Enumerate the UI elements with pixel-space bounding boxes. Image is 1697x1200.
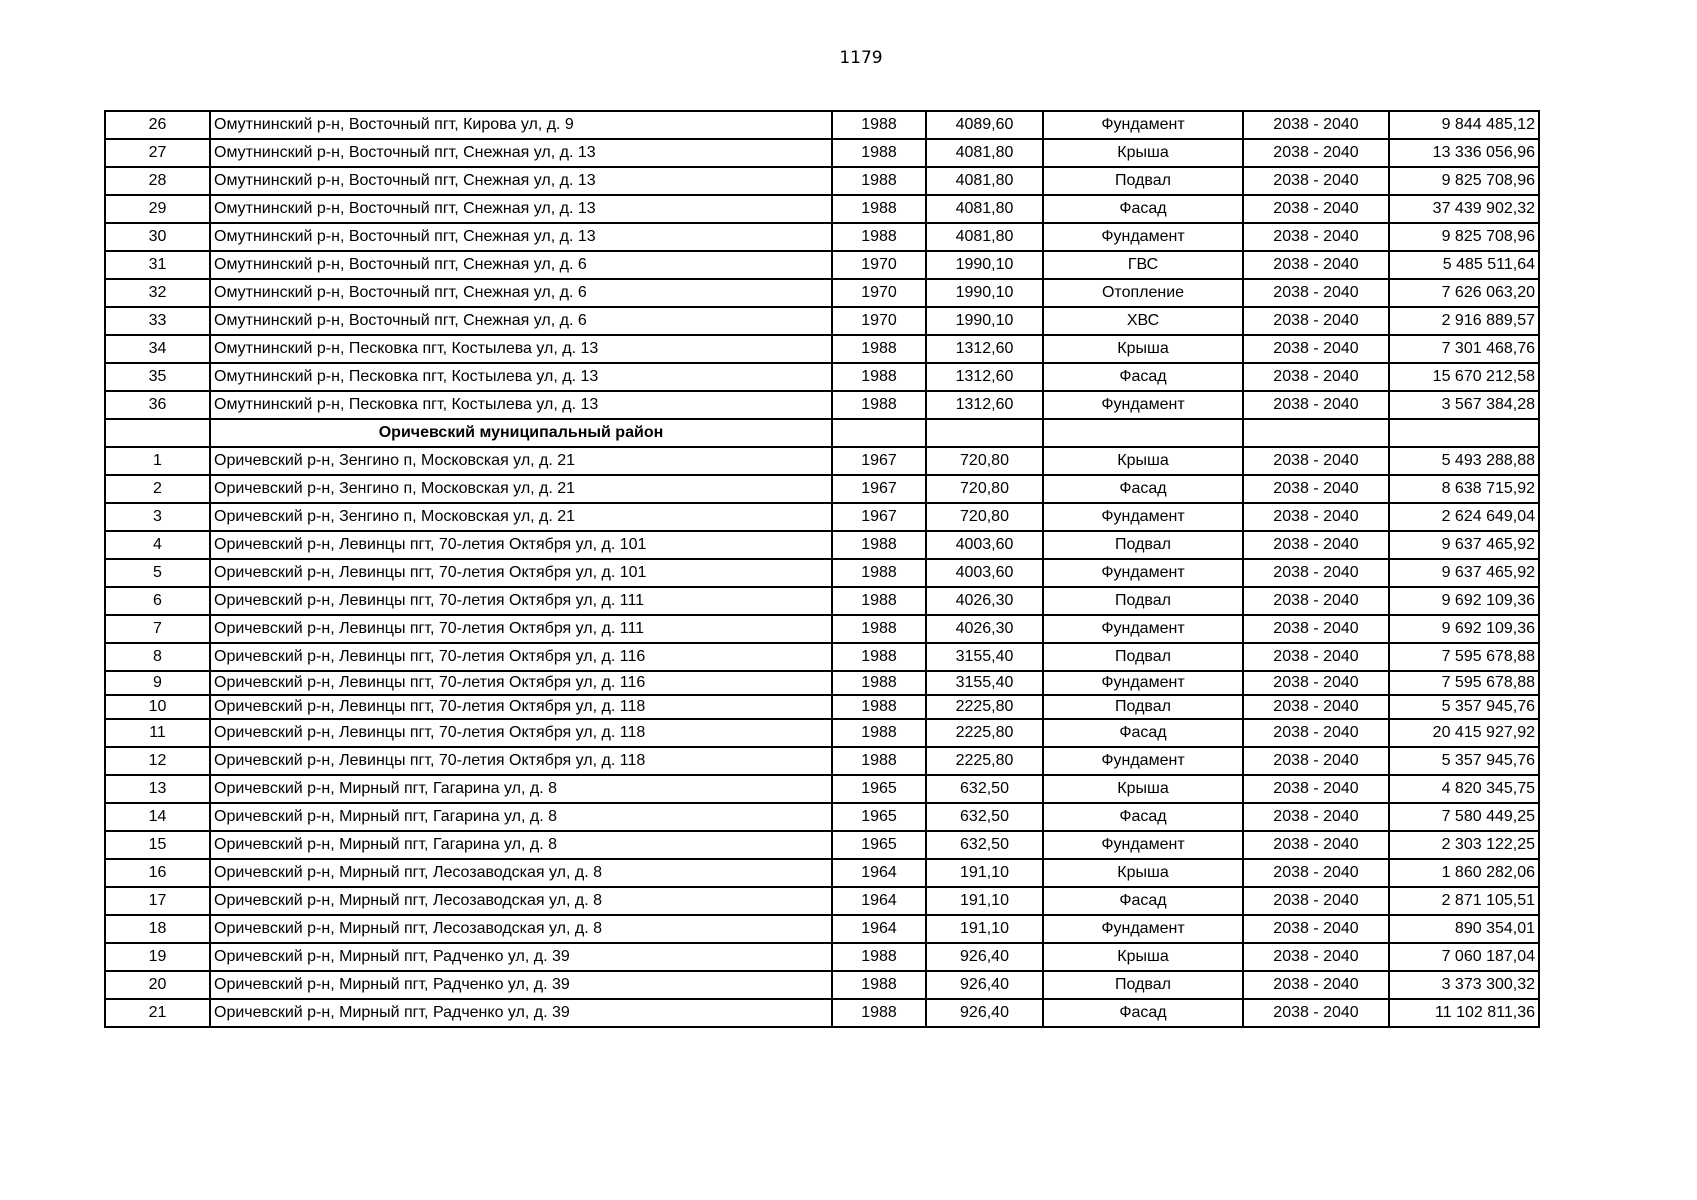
area-cell: 1312,60: [926, 391, 1043, 419]
table-row: [105, 391, 1539, 419]
year-built-cell: 1967: [832, 447, 926, 475]
table-row: [105, 363, 1539, 391]
period-cell: 2038 - 2040: [1243, 391, 1389, 419]
work-type-cell: Фундамент: [1043, 111, 1243, 139]
address-cell: Оричевский р-н, Мирный пгт, Лесозаводская ул, д. 8: [210, 915, 832, 943]
table-row: [105, 559, 1539, 587]
row-number-cell: 33: [105, 307, 210, 335]
year-built-cell: 1970: [832, 307, 926, 335]
row-number-cell: 28: [105, 167, 210, 195]
work-type-cell: Подвал: [1043, 167, 1243, 195]
address-cell: Оричевский р-н, Левинцы пгт, 70-летия Октября ул, д. 111: [210, 615, 832, 643]
work-type-cell: Фундамент: [1043, 747, 1243, 775]
row-number-cell: 30: [105, 223, 210, 251]
period-cell: 2038 - 2040: [1243, 475, 1389, 503]
address-cell: Омутнинский р-н, Восточный пгт, Снежная ул, д. 6: [210, 251, 832, 279]
row-number-cell: 7: [105, 615, 210, 643]
area-cell: 720,80: [926, 447, 1043, 475]
address-cell: Оричевский р-н, Левинцы пгт, 70-летия Октября ул, д. 118: [210, 747, 832, 775]
work-type-cell: Фундамент: [1043, 831, 1243, 859]
address-cell: Омутнинский р-н, Восточный пгт, Снежная ул, д. 13: [210, 139, 832, 167]
address-cell: Омутнинский р-н, Восточный пгт, Снежная ул, д. 13: [210, 223, 832, 251]
period-cell: 2038 - 2040: [1243, 531, 1389, 559]
cost-cell: 9 637 465,92: [1389, 531, 1539, 559]
row-number-cell: 21: [105, 999, 210, 1027]
cost-cell: 15 670 212,58: [1389, 363, 1539, 391]
period-cell: 2038 - 2040: [1243, 671, 1389, 695]
area-cell: 4081,80: [926, 167, 1043, 195]
cost-cell: 3 567 384,28: [1389, 391, 1539, 419]
table-row: [105, 831, 1539, 859]
address-cell: Оричевский р-н, Мирный пгт, Радченко ул, д. 39: [210, 999, 832, 1027]
table-row: [105, 335, 1539, 363]
period-cell: 2038 - 2040: [1243, 559, 1389, 587]
work-type-cell: Фасад: [1043, 999, 1243, 1027]
work-type-cell: ХВС: [1043, 307, 1243, 335]
year-built-cell: 1988: [832, 363, 926, 391]
address-cell: Оричевский р-н, Левинцы пгт, 70-летия Октября ул, д. 116: [210, 671, 832, 695]
period-cell: 2038 - 2040: [1243, 719, 1389, 747]
row-number-cell: 34: [105, 335, 210, 363]
table-row: [105, 615, 1539, 643]
area-cell: 4081,80: [926, 223, 1043, 251]
work-type-cell: Фундамент: [1043, 559, 1243, 587]
work-type-cell: Крыша: [1043, 335, 1243, 363]
address-cell: Оричевский р-н, Мирный пгт, Радченко ул, д. 39: [210, 943, 832, 971]
address-cell: Оричевский р-н, Зенгино п, Московская ул, д. 21: [210, 447, 832, 475]
period-cell: 2038 - 2040: [1243, 859, 1389, 887]
row-number-cell: 31: [105, 251, 210, 279]
area-cell: 632,50: [926, 803, 1043, 831]
year-built-cell: 1988: [832, 391, 926, 419]
section-num-cell: [105, 419, 210, 447]
year-built-cell: 1988: [832, 559, 926, 587]
table-row: [105, 167, 1539, 195]
year-built-cell: 1967: [832, 503, 926, 531]
cost-cell: 7 595 678,88: [1389, 671, 1539, 695]
cost-cell: 7 595 678,88: [1389, 643, 1539, 671]
address-cell: Омутнинский р-н, Восточный пгт, Снежная ул, д. 13: [210, 167, 832, 195]
period-cell: 2038 - 2040: [1243, 503, 1389, 531]
row-number-cell: 12: [105, 747, 210, 775]
table-row: [105, 531, 1539, 559]
cost-cell: 9 825 708,96: [1389, 223, 1539, 251]
area-cell: 1990,10: [926, 307, 1043, 335]
year-built-cell: 1988: [832, 111, 926, 139]
table-row: [105, 719, 1539, 747]
year-built-cell: 1988: [832, 999, 926, 1027]
cost-cell: 9 844 485,12: [1389, 111, 1539, 139]
area-cell: 1990,10: [926, 279, 1043, 307]
year-built-cell: 1988: [832, 587, 926, 615]
address-cell: Омутнинский р-н, Восточный пгт, Кирова ул, д. 9: [210, 111, 832, 139]
work-type-cell: Фундамент: [1043, 503, 1243, 531]
table-row: [105, 643, 1539, 671]
period-cell: 2038 - 2040: [1243, 223, 1389, 251]
cost-cell: 7 626 063,20: [1389, 279, 1539, 307]
year-built-cell: 1970: [832, 251, 926, 279]
row-number-cell: 5: [105, 559, 210, 587]
year-built-cell: 1988: [832, 195, 926, 223]
cost-cell: 13 336 056,96: [1389, 139, 1539, 167]
table-row: [105, 695, 1539, 719]
row-number-cell: 20: [105, 971, 210, 999]
cost-cell: 3 373 300,32: [1389, 971, 1539, 999]
work-type-cell: Подвал: [1043, 587, 1243, 615]
area-cell: 2225,80: [926, 695, 1043, 719]
cost-cell: 1 860 282,06: [1389, 859, 1539, 887]
table-row: [105, 887, 1539, 915]
table-row: [105, 475, 1539, 503]
year-built-cell: 1988: [832, 747, 926, 775]
period-cell: 2038 - 2040: [1243, 747, 1389, 775]
cost-cell: 4 820 345,75: [1389, 775, 1539, 803]
row-number-cell: 14: [105, 803, 210, 831]
cost-cell: 7 060 187,04: [1389, 943, 1539, 971]
work-type-cell: Подвал: [1043, 531, 1243, 559]
table-row: [105, 307, 1539, 335]
year-built-cell: 1965: [832, 775, 926, 803]
address-cell: Оричевский р-н, Зенгино п, Московская ул, д. 21: [210, 503, 832, 531]
row-number-cell: 8: [105, 643, 210, 671]
address-cell: Оричевский р-н, Мирный пгт, Гагарина ул, д. 8: [210, 831, 832, 859]
area-cell: 632,50: [926, 831, 1043, 859]
work-type-cell: Фасад: [1043, 363, 1243, 391]
page-number: 1179: [839, 48, 883, 68]
address-cell: Оричевский р-н, Левинцы пгт, 70-летия Октября ул, д. 101: [210, 531, 832, 559]
year-built-cell: 1988: [832, 943, 926, 971]
section-row: [105, 419, 1539, 447]
period-cell: 2038 - 2040: [1243, 139, 1389, 167]
period-cell: 2038 - 2040: [1243, 111, 1389, 139]
cost-cell: 5 493 288,88: [1389, 447, 1539, 475]
period-cell: 2038 - 2040: [1243, 775, 1389, 803]
area-cell: 1990,10: [926, 251, 1043, 279]
work-type-cell: Фундамент: [1043, 615, 1243, 643]
cost-cell: 8 638 715,92: [1389, 475, 1539, 503]
year-built-cell: 1988: [832, 139, 926, 167]
period-cell: 2038 - 2040: [1243, 803, 1389, 831]
work-type-cell: Фасад: [1043, 803, 1243, 831]
period-cell: 2038 - 2040: [1243, 587, 1389, 615]
table-row: [105, 251, 1539, 279]
work-type-cell: Крыша: [1043, 139, 1243, 167]
period-cell: 2038 - 2040: [1243, 971, 1389, 999]
row-number-cell: 3: [105, 503, 210, 531]
year-built-cell: 1988: [832, 223, 926, 251]
area-cell: 4089,60: [926, 111, 1043, 139]
cost-cell: 890 354,01: [1389, 915, 1539, 943]
table-row: [105, 775, 1539, 803]
period-cell: 2038 - 2040: [1243, 195, 1389, 223]
cost-cell: 2 624 649,04: [1389, 503, 1539, 531]
cost-cell: 2 916 889,57: [1389, 307, 1539, 335]
section-empty-cell: [832, 419, 926, 447]
area-cell: 191,10: [926, 887, 1043, 915]
period-cell: 2038 - 2040: [1243, 615, 1389, 643]
address-cell: Оричевский р-н, Левинцы пгт, 70-летия Октября ул, д. 118: [210, 719, 832, 747]
row-number-cell: 29: [105, 195, 210, 223]
cost-cell: 37 439 902,32: [1389, 195, 1539, 223]
cost-cell: 2 303 122,25: [1389, 831, 1539, 859]
area-cell: 4081,80: [926, 195, 1043, 223]
work-type-cell: Фундамент: [1043, 223, 1243, 251]
period-cell: 2038 - 2040: [1243, 279, 1389, 307]
cost-cell: 20 415 927,92: [1389, 719, 1539, 747]
year-built-cell: 1988: [832, 335, 926, 363]
table-row: [105, 999, 1539, 1027]
cost-cell: 5 485 511,64: [1389, 251, 1539, 279]
address-cell: Оричевский р-н, Мирный пгт, Гагарина ул, д. 8: [210, 775, 832, 803]
address-cell: Омутнинский р-н, Восточный пгт, Снежная ул, д. 6: [210, 307, 832, 335]
table-row: [105, 587, 1539, 615]
row-number-cell: 17: [105, 887, 210, 915]
address-cell: Омутнинский р-н, Песковка пгт, Костылева ул, д. 13: [210, 391, 832, 419]
address-cell: Оричевский р-н, Левинцы пгт, 70-летия Октября ул, д. 116: [210, 643, 832, 671]
work-type-cell: Фундамент: [1043, 391, 1243, 419]
year-built-cell: 1988: [832, 971, 926, 999]
table-row: [105, 139, 1539, 167]
year-built-cell: 1988: [832, 643, 926, 671]
address-cell: Оричевский р-н, Зенгино п, Московская ул, д. 21: [210, 475, 832, 503]
year-built-cell: 1988: [832, 671, 926, 695]
table-row: [105, 943, 1539, 971]
year-built-cell: 1970: [832, 279, 926, 307]
area-cell: 926,40: [926, 999, 1043, 1027]
cost-cell: 7 580 449,25: [1389, 803, 1539, 831]
table-row: [105, 747, 1539, 775]
year-built-cell: 1988: [832, 695, 926, 719]
year-built-cell: 1988: [832, 531, 926, 559]
row-number-cell: 26: [105, 111, 210, 139]
row-number-cell: 2: [105, 475, 210, 503]
row-number-cell: 27: [105, 139, 210, 167]
area-cell: 2225,80: [926, 719, 1043, 747]
row-number-cell: 19: [105, 943, 210, 971]
area-cell: 4003,60: [926, 531, 1043, 559]
table-row: [105, 971, 1539, 999]
year-built-cell: 1964: [832, 887, 926, 915]
cost-cell: 9 825 708,96: [1389, 167, 1539, 195]
row-number-cell: 18: [105, 915, 210, 943]
area-cell: 3155,40: [926, 671, 1043, 695]
table-row: [105, 859, 1539, 887]
section-empty-cell: [1389, 419, 1539, 447]
work-type-cell: ГВС: [1043, 251, 1243, 279]
row-number-cell: 15: [105, 831, 210, 859]
address-cell: Омутнинский р-н, Песковка пгт, Костылева ул, д. 13: [210, 335, 832, 363]
work-type-cell: Крыша: [1043, 859, 1243, 887]
period-cell: 2038 - 2040: [1243, 447, 1389, 475]
area-cell: 632,50: [926, 775, 1043, 803]
period-cell: 2038 - 2040: [1243, 167, 1389, 195]
area-cell: 191,10: [926, 859, 1043, 887]
table-row: [105, 671, 1539, 695]
table-row: [105, 223, 1539, 251]
table-row: [105, 503, 1539, 531]
year-built-cell: 1988: [832, 615, 926, 643]
period-cell: 2038 - 2040: [1243, 887, 1389, 915]
year-built-cell: 1967: [832, 475, 926, 503]
year-built-cell: 1988: [832, 167, 926, 195]
address-cell: Омутнинский р-н, Песковка пгт, Костылева ул, д. 13: [210, 363, 832, 391]
work-type-cell: Фасад: [1043, 719, 1243, 747]
table-row: [105, 915, 1539, 943]
row-number-cell: 35: [105, 363, 210, 391]
address-cell: Оричевский р-н, Мирный пгт, Радченко ул, д. 39: [210, 971, 832, 999]
work-type-cell: Фасад: [1043, 887, 1243, 915]
row-number-cell: 36: [105, 391, 210, 419]
row-number-cell: 1: [105, 447, 210, 475]
area-cell: 2225,80: [926, 747, 1043, 775]
row-number-cell: 32: [105, 279, 210, 307]
address-cell: Оричевский р-н, Левинцы пгт, 70-летия Октября ул, д. 118: [210, 695, 832, 719]
cost-cell: 9 637 465,92: [1389, 559, 1539, 587]
row-number-cell: 13: [105, 775, 210, 803]
area-cell: 4026,30: [926, 615, 1043, 643]
table-row: [105, 111, 1539, 139]
cost-cell: 5 357 945,76: [1389, 695, 1539, 719]
address-cell: Оричевский р-н, Мирный пгт, Лесозаводская ул, д. 8: [210, 887, 832, 915]
year-built-cell: 1965: [832, 803, 926, 831]
period-cell: 2038 - 2040: [1243, 999, 1389, 1027]
cost-cell: 11 102 811,36: [1389, 999, 1539, 1027]
area-cell: 4003,60: [926, 559, 1043, 587]
section-empty-cell: [1243, 419, 1389, 447]
year-built-cell: 1988: [832, 719, 926, 747]
cost-cell: 9 692 109,36: [1389, 587, 1539, 615]
period-cell: 2038 - 2040: [1243, 915, 1389, 943]
cost-cell: 9 692 109,36: [1389, 615, 1539, 643]
address-cell: Оричевский р-н, Мирный пгт, Гагарина ул, д. 8: [210, 803, 832, 831]
area-cell: 191,10: [926, 915, 1043, 943]
row-number-cell: 16: [105, 859, 210, 887]
work-type-cell: Подвал: [1043, 971, 1243, 999]
work-type-cell: Отопление: [1043, 279, 1243, 307]
work-type-cell: Фасад: [1043, 195, 1243, 223]
year-built-cell: 1965: [832, 831, 926, 859]
section-empty-cell: [926, 419, 1043, 447]
area-cell: 1312,60: [926, 363, 1043, 391]
row-number-cell: 6: [105, 587, 210, 615]
work-type-cell: Крыша: [1043, 775, 1243, 803]
period-cell: 2038 - 2040: [1243, 251, 1389, 279]
area-cell: 926,40: [926, 971, 1043, 999]
cost-cell: 2 871 105,51: [1389, 887, 1539, 915]
cost-cell: 5 357 945,76: [1389, 747, 1539, 775]
address-cell: Оричевский р-н, Мирный пгт, Лесозаводская ул, д. 8: [210, 859, 832, 887]
period-cell: 2038 - 2040: [1243, 307, 1389, 335]
address-cell: Оричевский р-н, Левинцы пгт, 70-летия Октября ул, д. 111: [210, 587, 832, 615]
period-cell: 2038 - 2040: [1243, 943, 1389, 971]
registry-table: [104, 110, 1540, 1028]
section-empty-cell: [1043, 419, 1243, 447]
row-number-cell: 10: [105, 695, 210, 719]
section-title: Оричевский муниципальный район: [210, 419, 832, 447]
table-row: [105, 447, 1539, 475]
period-cell: 2038 - 2040: [1243, 363, 1389, 391]
area-cell: 4026,30: [926, 587, 1043, 615]
period-cell: 2038 - 2040: [1243, 831, 1389, 859]
period-cell: 2038 - 2040: [1243, 695, 1389, 719]
address-cell: Омутнинский р-н, Восточный пгт, Снежная ул, д. 6: [210, 279, 832, 307]
table-row: [105, 279, 1539, 307]
address-cell: Оричевский р-н, Левинцы пгт, 70-летия Октября ул, д. 101: [210, 559, 832, 587]
work-type-cell: Крыша: [1043, 943, 1243, 971]
year-built-cell: 1964: [832, 915, 926, 943]
area-cell: 720,80: [926, 503, 1043, 531]
row-number-cell: 4: [105, 531, 210, 559]
row-number-cell: 11: [105, 719, 210, 747]
work-type-cell: Крыша: [1043, 447, 1243, 475]
year-built-cell: 1964: [832, 859, 926, 887]
cost-cell: 7 301 468,76: [1389, 335, 1539, 363]
period-cell: 2038 - 2040: [1243, 643, 1389, 671]
area-cell: 720,80: [926, 475, 1043, 503]
period-cell: 2038 - 2040: [1243, 335, 1389, 363]
area-cell: 3155,40: [926, 643, 1043, 671]
work-type-cell: Подвал: [1043, 695, 1243, 719]
area-cell: 4081,80: [926, 139, 1043, 167]
address-cell: Омутнинский р-н, Восточный пгт, Снежная ул, д. 13: [210, 195, 832, 223]
work-type-cell: Фасад: [1043, 475, 1243, 503]
row-number-cell: 9: [105, 671, 210, 695]
area-cell: 926,40: [926, 943, 1043, 971]
work-type-cell: Подвал: [1043, 643, 1243, 671]
work-type-cell: Фундамент: [1043, 915, 1243, 943]
table-row: [105, 195, 1539, 223]
work-type-cell: Фундамент: [1043, 671, 1243, 695]
table-row: [105, 803, 1539, 831]
area-cell: 1312,60: [926, 335, 1043, 363]
